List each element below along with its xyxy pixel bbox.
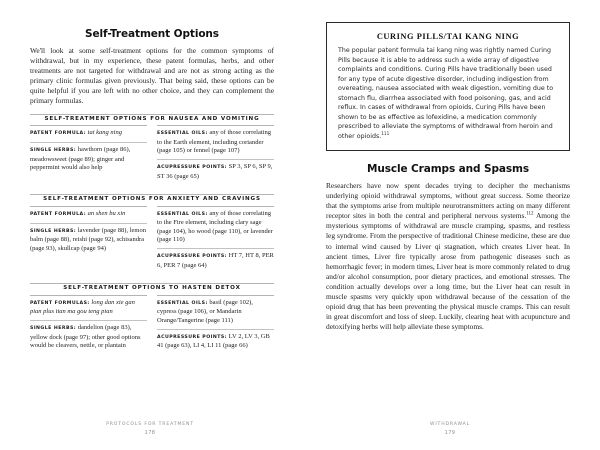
table-caption: SELF-TREATMENT OPTIONS FOR ANXIETY AND CRAVINGS	[30, 194, 274, 206]
table-cell-label: ESSENTIAL OILS:	[157, 211, 208, 217]
callout-box-title: CURING PILLS/TAI KANG NING	[376, 32, 520, 41]
table-cell	[157, 248, 274, 274]
table-cell-label: ESSENTIAL OILS:	[157, 131, 208, 137]
running-head-right: WITHDRAWAL	[429, 422, 471, 427]
table-cell-label: SINGLE HERBS:	[30, 228, 77, 234]
callout-footnote-marker: 111	[381, 130, 390, 136]
table-cell-value: any of those correlating to the Fire element, including clary sage (page 104), ho wood (page 110), or lavender (page 110)	[157, 209, 273, 244]
table-cell	[157, 125, 274, 159]
callout-box-text	[338, 46, 558, 141]
table-cell-value: any of those correlating to the Earth element, including coriander (page 105) or fennel (page 107)	[157, 129, 271, 155]
table-column	[30, 206, 147, 275]
left-page-footer	[0, 422, 300, 436]
table-cell-value: long dan xie gan pian plus tian ma gou teng pian	[30, 298, 135, 316]
table-column	[157, 295, 274, 355]
table-column	[157, 125, 274, 185]
paragraph-part-2: Among the mysterious symptoms of withdrawal are muscle cramping, spasms, and restless leg syndrome. From the perspective of traditional Chinese medicine, these are due to internal wind caused by Liver qi stagnation, which creates Liver heat. In ancient times, Liver fire typically arose from pathogenic diseases such as hemorrhagic fever; in modern times, Liver heat is more commonly related to drug and/or alcohol consumption, poor dietary practices, and emotional stresses. The condition actually develops over a long time, but the Liver heat can result in muscle spasms very quickly upon withdrawal because of the cessation of the opioid drug that has been preventing the physical muscle cramps. This can result in great discomfort and loss of sleep. Luckily, clearing heat with acupuncture and detoxifying herbs will help alleviate these symptoms.	[326, 211, 570, 332]
table-cell-value: hawthorn (page 86), meadowsweet (page 89); ginger and peppermint would also help	[30, 146, 131, 172]
table-cell	[157, 159, 274, 185]
table-cell-value: HT 7, HT 8, PER 6, PER 7 (page 64)	[157, 252, 274, 269]
page-number-left: 178	[144, 430, 156, 436]
page-title-self-treatment: Self-Treatment Options	[85, 28, 219, 40]
self-treatment-table	[30, 283, 274, 354]
table-cell-label: ESSENTIAL OILS:	[157, 300, 208, 306]
right-page-footer	[300, 422, 600, 436]
table-cell	[30, 320, 147, 354]
self-treatment-table	[30, 194, 274, 274]
table-cell-value: LV 2, LV 3, GB 41 (page 63), LI 4, LI 11 (page 66)	[157, 332, 270, 350]
paragraph-part-1: Researchers have now spent decades trying to decipher the mechanisms underlying opioid withdrawal symptoms, without great success. Some theorize that the symptoms arise from multiple neurotransmitters acting on many different receptor sites in both the central and peripheral nervous systems.	[326, 181, 570, 221]
running-head-left: PROTOCOLS FOR TREATMENT	[106, 422, 194, 427]
page-number-right: 179	[444, 430, 456, 436]
muscle-cramps-paragraph	[326, 181, 570, 332]
table-grid	[30, 125, 274, 185]
self-treatment-table	[30, 114, 274, 185]
table-cell-label: PATENT FORMULA:	[30, 131, 87, 137]
table-cell-label: ACUPRESSURE POINTS:	[157, 334, 227, 340]
table-cell-value: tai kang ning	[86, 129, 122, 137]
page-title-muscle-cramps: Muscle Cramps and Spasms	[366, 163, 530, 175]
table-cell	[30, 142, 147, 176]
table-cell-label: SINGLE HERBS:	[30, 326, 77, 332]
callout-box-body: The popular patent formula tai kang ning was rightly named Curing Pills because it is able to address such a wide array of digestive complaints and conditions. Curing Pills have traditionally been used for any type of acute digestive disorder, including indigestion from overeating, nausea associated with weak digestion, vomiting due to stomach flu, diarrhea associated with food poisoning, gas, and acid reflux. In cases of withdrawal from opioids, Curing Pills have been shown to be as effective as lofexidine, a medication commonly prescribed to alleviate the symptoms of withdrawal from heroin and other opioids.	[338, 47, 554, 140]
table-cell-value: basil (page 102), cypress (page 106), or Mandarin Orange/Tangerine (page 111)	[157, 298, 253, 324]
table-column	[157, 206, 274, 275]
table-cell-value: SP 3, SP 6, SP 9, ST 36 (page 65)	[157, 163, 273, 180]
paragraph-footnote-marker: 112	[526, 211, 534, 217]
table-cell-label: ACUPRESSURE POINTS:	[157, 165, 227, 171]
table-cell	[30, 223, 147, 257]
table-cell	[30, 295, 147, 321]
table-grid	[30, 295, 274, 355]
table-cell	[157, 329, 274, 355]
right-page	[300, 0, 600, 450]
table-cell-value: dandelion (page 83), yellow dock (page 97); other good options would be cleavers, nettle, or plantain	[30, 324, 141, 350]
curing-pills-callout-box	[326, 22, 570, 151]
table-grid	[30, 206, 274, 275]
table-cell-label: SINGLE HERBS:	[30, 148, 77, 154]
intro-paragraph: We'll look at some self-treatment options for the common symptoms of withdrawal, but in my experience, these patent formulas, herbs, and other treatments are not targeted for withdrawal and are not as strong acting as the primary clinic formulas given previously. That being said, these options can be quite helpful if you are left with no other choice, and they can complement the primary formulas.	[30, 46, 274, 106]
table-cell	[157, 295, 274, 329]
table-cell-label: ACUPRESSURE POINTS:	[157, 254, 227, 260]
table-column	[30, 125, 147, 185]
table-cell-label: PATENT FORMULA:	[30, 211, 87, 217]
table-column	[30, 295, 147, 355]
table-cell	[157, 206, 274, 249]
table-caption: SELF-TREATMENT OPTIONS TO HASTEN DETOX	[30, 283, 274, 295]
table-cell	[30, 206, 147, 223]
table-cell-value: lavender (page 88), lemon balm (page 88), reishi (page 92), schisandra (page 93), skullcap (page 94)	[30, 226, 146, 252]
table-caption: SELF-TREATMENT OPTIONS FOR NAUSEA AND VOMITING	[30, 114, 274, 126]
self-treatment-tables	[30, 114, 274, 355]
table-cell-value: an shen bu xin	[86, 209, 126, 217]
table-cell-label: PATENT FORMULAS:	[30, 300, 90, 306]
table-cell	[30, 125, 147, 142]
